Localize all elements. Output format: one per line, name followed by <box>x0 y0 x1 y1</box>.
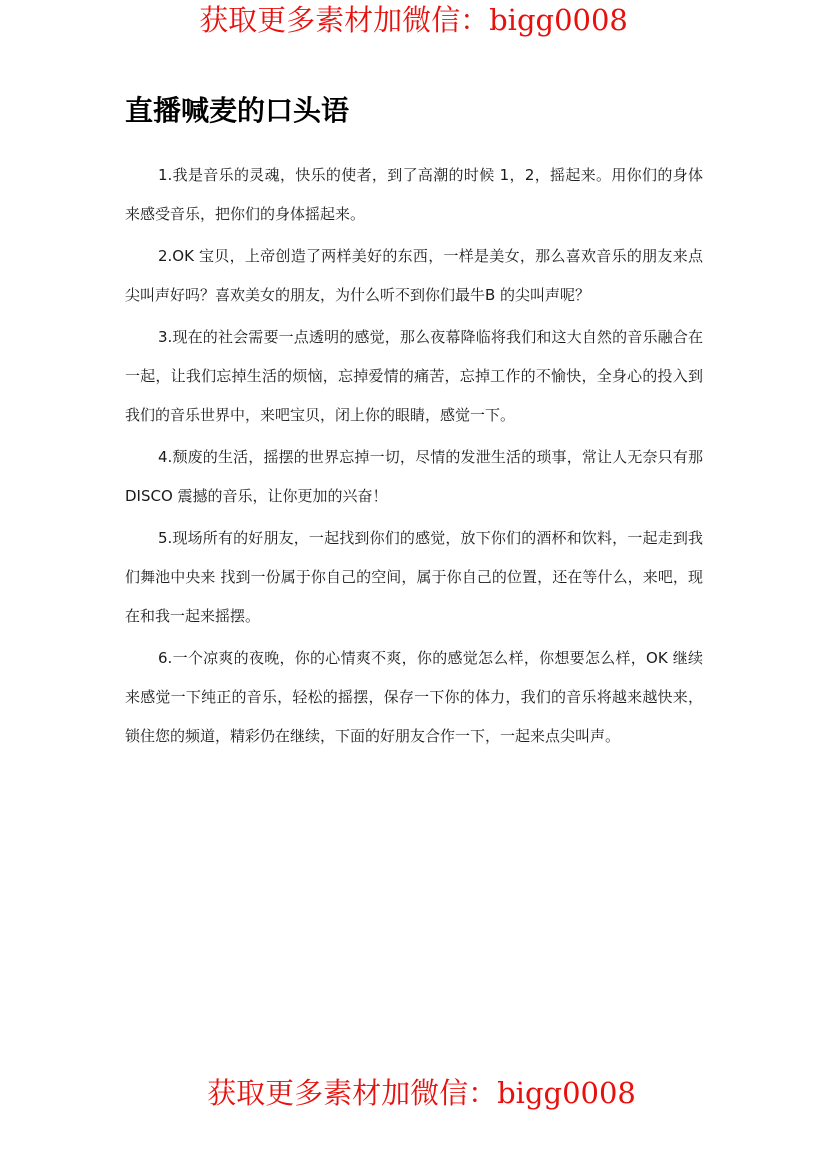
paragraph-4: 4.颓废的生活，摇摆的世界忘掉一切，尽情的发泄生活的琐事，常让人无奈只有那 DISCO 震撼的音乐，让你更加的兴奋！ <box>125 448 703 505</box>
paragraph-6: 6.一个凉爽的夜晚，你的心情爽不爽，你的感觉怎么样，你想要怎么样，OK 继续来感觉一下纯正的音乐，轻松的摇摆，保存一下你的体力，我们的音乐将越来越快来，锁住您的频道，精彩仍在继续，下面的好朋友合作一下，一起来点尖叫声。 <box>125 649 703 745</box>
paragraph-3: 3.现在的社会需要一点透明的感觉，那么夜幕降临将我们和这大自然的音乐融合在一起，让我们忘掉生活的烦恼，忘掉爱情的痛苦，忘掉工作的不愉快，全身心的投入到我们的音乐世界中，来吧宝贝，闭上你的眼睛，感觉一下。 <box>125 328 703 424</box>
paragraph-5: 5.现场所有的好朋友，一起找到你们的感觉，放下你们的酒杯和饮料，一起走到我们舞池中央来 找到一份属于你自己的空间，属于你自己的位置，还在等什么，来吧，现在和我一起来摇摆。 <box>125 529 703 625</box>
paragraph-2: 2.OK 宝贝，上帝创造了两样美好的东西，一样是美女，那么喜欢音乐的朋友来点尖叫声好吗？喜欢美女的朋友，为什么听不到你们最牛B 的尖叫声呢？ <box>125 247 703 304</box>
document-body <box>125 156 703 759</box>
footer-promo-banner: 获取更多素材加微信：bigg0008 <box>207 1076 636 1110</box>
header-promo-banner: 获取更多素材加微信：bigg0008 <box>199 3 628 37</box>
page-title: 直播喊麦的口头语 <box>125 94 350 127</box>
paragraph-1: 1.我是音乐的灵魂，快乐的使者，到了高潮的时候 1，2，摇起来。用你们的身体来感受音乐，把你们的身体摇起来。 <box>125 166 703 223</box>
